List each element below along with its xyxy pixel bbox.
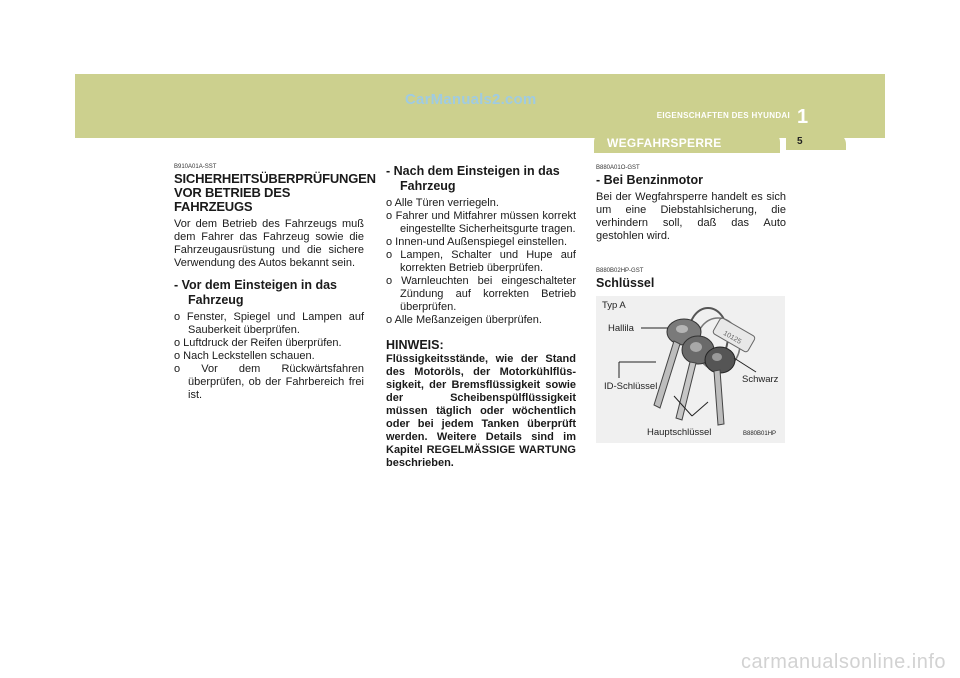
- chapter-title: EIGENSCHAFTEN DES HYUNDAI: [656, 111, 790, 120]
- figure-code: B880B01HP: [743, 431, 777, 437]
- key-tag-text: 10125: [721, 330, 743, 346]
- immobilizer-paragraph: Bei der Wegfahrsperre handelt es sich um eine Diebstahlsicherung, die verhindern soll, daß das Auto gestohlen wird.: [596, 191, 786, 242]
- list-item: o Lampen, Schalter und Hupe auf korrekten Betrieb überprüfen.: [386, 249, 576, 274]
- section-heading: SICHERHEITSÜBERPRÜFUNGEN VOR BETRIEB DES FAHRZEUGS: [174, 171, 376, 214]
- site-watermark-bottom[interactable]: carmanualsonline.info: [740, 651, 946, 673]
- list-item: o Fenster, Spiegel und Lampen auf Sauberkeit überprüfen.: [174, 311, 364, 336]
- site-watermark-top[interactable]: CarManuals2.com: [405, 91, 537, 108]
- list-item: o Fahrer und Mitfahrer müssen korrekt eingestellte Sicherheitsgurte tragen.: [386, 210, 576, 235]
- section-code: B910A01A-SST: [174, 164, 217, 170]
- figure-type-label: Typ A: [602, 300, 626, 311]
- list-item: o Warnleuchten bei eingeschalteter Zündung auf korrekten Betrieb überprüfen.: [386, 275, 576, 313]
- list-item: o Luftdruck der Reifen überprüfen.: [174, 337, 342, 349]
- section-tab-label: WEGFAHRSPERRE: [607, 136, 722, 150]
- keys-illustration: [596, 296, 785, 443]
- subheading-after-entering: - Nach dem Einsteigen in das Fahrzeug: [386, 164, 560, 193]
- list-item: o Alle Türen verriegeln.: [386, 197, 499, 209]
- page-number-tab: [786, 134, 846, 150]
- label-id-key: ID-Schlüssel: [604, 381, 658, 392]
- checklist-before: [174, 311, 364, 402]
- intro-paragraph: Vor dem Betrieb des Fahrzeugs muß dem Fahrer das Fahrzeug sowie die Fahrzeugausrüstung und die sichere Verwendung des Autos bekannt sein.: [174, 218, 364, 269]
- list-item: o Nach Leckstellen schauen.: [174, 350, 315, 362]
- list-item: o Alle Meßanzeigen überprüfen.: [386, 314, 542, 326]
- section-code: B880B02HP-GST: [596, 268, 644, 274]
- page-number: 5: [797, 136, 803, 147]
- subheading-keys: Schlüssel: [596, 276, 655, 290]
- section-code: B880A01O-GST: [596, 165, 640, 171]
- keys-figure: [596, 296, 785, 443]
- note-body: Flüssigkeitsstände, wie der Stand des Motoröls, der Motorkühlflüs- sigkeit, der Bremsflüssigkeit sowie der Scheibenspülflüssigkeit müssen täglich oder wöchentlich oder bei jedem Tanken überprüft werden. Weitere Details sind im Kapitel REGELMÄSSIGE WARTUNG beschrieben.: [386, 353, 576, 469]
- column-left: [174, 163, 376, 402]
- subheading-petrol-engine: - Bei Benzinmotor: [596, 173, 703, 187]
- column-right: [596, 164, 786, 294]
- list-item: o Innen-und Außenspiegel einstellen.: [386, 236, 568, 248]
- label-hallila: Hallila: [608, 323, 634, 334]
- label-black: Schwarz: [742, 374, 779, 385]
- list-item: o Vor dem Rückwärtsfahren überprüfen, ob der Fahrbereich frei ist.: [174, 363, 364, 401]
- chapter-number: 1: [797, 106, 809, 128]
- checklist-after: [386, 197, 576, 327]
- label-main-key: Hauptschlüssel: [647, 427, 712, 438]
- subheading-before-entering: - Vor dem Einsteigen in das Fahrzeug: [174, 278, 337, 307]
- note-title: HINWEIS:: [386, 338, 444, 352]
- column-middle: [386, 164, 576, 470]
